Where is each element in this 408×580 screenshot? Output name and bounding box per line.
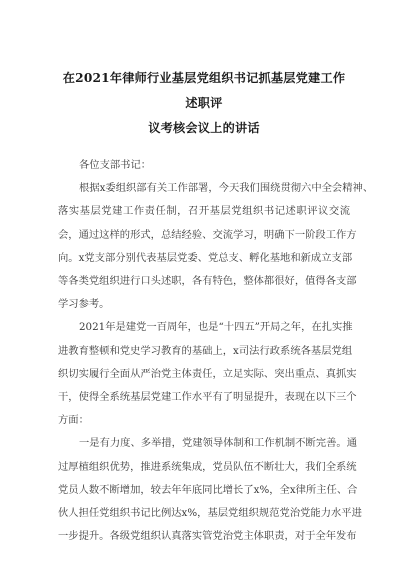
title-line-1: 在2021年律师行业基层党组织书记抓基层党建工作述职评 bbox=[62, 71, 346, 110]
paragraph-line: 一是有力度、多举措，党建领导体制和工作机制不断完善。通 bbox=[79, 437, 358, 450]
paragraph-line: 等各类党组织进行口头述职，各有特色，整体都很好，值得各支部 bbox=[58, 275, 357, 288]
paragraph-2 bbox=[58, 316, 357, 432]
paragraph-line: 2021年是建党一百周年，也是“十四五”开局之年，在扎实推 bbox=[79, 321, 353, 334]
paragraph-line: 会，通过这样的形式，总结经验、交流学习，明确下一阶段工作方 bbox=[58, 228, 357, 241]
paragraph-line: 进教育整顿和党史学习教育的基础上，x司法行政系统各基层党组 bbox=[58, 344, 353, 357]
paragraph-line: 向。x党支部分别代表基层党委、党总支、孵化基地和新成立支部 bbox=[58, 251, 353, 264]
paragraph-1 bbox=[58, 177, 374, 316]
paragraph-line: 过厚植组织优势，推进系统集成，党员队伍不断壮大，我们全系统 bbox=[58, 460, 357, 473]
document-body bbox=[58, 154, 374, 548]
paragraph-line: 一步提升。各级党组织认真落实管党治党主体职责，对于全年发布 bbox=[58, 530, 357, 543]
paragraph-3 bbox=[58, 432, 362, 548]
document-title bbox=[58, 66, 350, 141]
paragraph-line: 学习参考。 bbox=[58, 298, 110, 311]
salutation: 各位支部书记： bbox=[79, 159, 152, 171]
paragraph-line: 干，使得全系统基层党建工作水平有了明显提升，表现在以下三个 bbox=[58, 391, 357, 404]
paragraph-line: 根据x委组织部有关工作部署，今天我们围绕贯彻六中全会精神、 bbox=[79, 182, 374, 195]
paragraph-line: 织切实履行全面从严治党主体责任，立足实际、突出重点、真抓实 bbox=[58, 367, 357, 380]
paragraph-line: 方面： bbox=[58, 414, 89, 427]
paragraph-line: 党员人数不断增加，较去年年底同比增长了x%，全x律所主任、合 bbox=[58, 483, 358, 496]
paragraph-line: 伙人担任党组织书记比例达x%，基层党组织规范党治党能力水平进 bbox=[58, 507, 362, 520]
paragraph-line: 落实基层党建工作责任制，召开基层党组织书记述职评议交流 bbox=[58, 205, 350, 218]
title-line-2: 议考核会议上的讲话 bbox=[148, 121, 260, 135]
